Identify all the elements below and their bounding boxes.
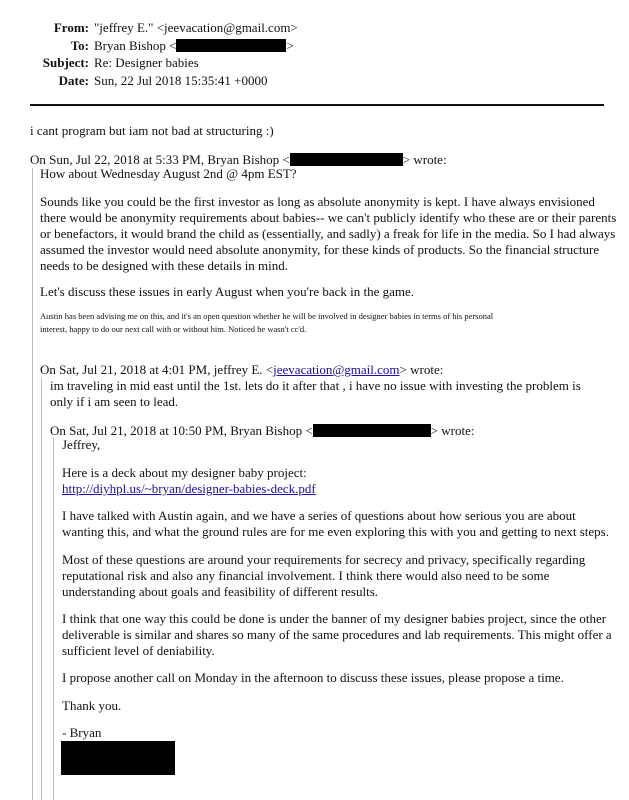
quote3-attribution-suffix: > wrote: — [430, 423, 475, 438]
quote3-thanks: Thank you. — [62, 698, 122, 713]
deck-link[interactable]: http://diyhpl.us/~bryan/designer-babies-deck.pdf — [62, 481, 316, 496]
paragraph-line: assumed the investor would need absolute anonymity, for these kinds of products. So the financial structure — [40, 242, 600, 257]
signature-redaction-box — [61, 741, 175, 775]
redaction-box — [313, 424, 431, 437]
quote1-attribution-suffix: > wrote: — [402, 152, 447, 167]
paragraph-line: there would be anonymity requirements about babies-- we can't publicly identify who these are or their parents — [40, 210, 617, 225]
from-row — [0, 20, 629, 35]
email-header — [0, 20, 629, 90]
date-row — [0, 73, 629, 88]
subject-label: Subject: — [42, 55, 89, 70]
quote3-para-banner-line2: deliverable is similar and shares so many of the same procedures and lab requirements. This might offer a — [62, 627, 612, 642]
from-label: From: — [53, 20, 89, 35]
quote1-paragraph2: Let's discuss these issues in early August when you're back in the game. — [40, 284, 415, 299]
quote3-para-call: I propose another call on Monday in the afternoon to discuss these issues, please propose a time. — [62, 670, 564, 685]
quote2-line1: im traveling in mid east until the 1st. lets do it after that , i have no issue with investing the problem is — [50, 378, 581, 393]
to-label: To: — [70, 38, 89, 53]
to-row — [0, 38, 629, 53]
date-value: Sun, 22 Jul 2018 15:35:41 +0000 — [94, 73, 268, 88]
quote3-para-req-line1: Most of these questions are around your requirements for secrecy and privacy, specifically regarding — [62, 552, 586, 567]
quote3-attribution — [50, 423, 474, 439]
subject-row — [0, 55, 629, 70]
reply-text: i cant program but iam not bad at structuring :) — [30, 123, 274, 138]
quote1-attribution-prefix: On Sun, Jul 22, 2018 at 5:33 PM, Bryan Bishop < — [30, 152, 290, 167]
to-value — [94, 38, 294, 53]
date-label: Date: — [58, 73, 89, 88]
paragraph-line: or benefactors, it would brand the child as (essentially, and sadly) a freak for life in the media. So I had always — [40, 226, 616, 241]
header-divider — [30, 104, 604, 106]
from-value: "jeffrey E." <jeevacation@gmail.com> — [94, 20, 298, 35]
quote3-para-banner-line3: sufficient level of deniability. — [62, 643, 215, 658]
quote3-deck-link-row — [62, 481, 316, 497]
quote3-para-banner-line1: I think that one way this could be done is under the banner of my designer babies project, since the other — [62, 611, 607, 626]
quote3-para-req-line2: reputational risk and also any financial involvement. I think there would also need to be some — [62, 568, 550, 583]
quote2-attribution — [40, 362, 443, 378]
quote3-para-req-line3: understanding about goals and feasibility of different results. — [62, 584, 379, 599]
quote3-signature: - Bryan — [62, 725, 102, 740]
quote3-bar — [53, 438, 54, 800]
quote1-bar — [32, 168, 33, 800]
redaction-box — [176, 39, 286, 52]
quote3-deck-intro: Here is a deck about my designer baby project: — [62, 465, 307, 480]
quote2-attribution-prefix: On Sat, Jul 21, 2018 at 4:01 PM, jeffrey E. < — [40, 362, 274, 377]
quote2-line2: only if i am seen to lead. — [50, 394, 179, 409]
quote3-attribution-prefix: On Sat, Jul 21, 2018 at 10:50 PM, Bryan Bishop < — [50, 423, 313, 438]
quote1-line1: How about Wednesday August 2nd @ 4pm EST? — [40, 166, 297, 181]
paragraph-line: needs to be designed with these details in mind. — [40, 258, 289, 273]
to-suffix: > — [286, 38, 294, 53]
quote3-greeting: Jeffrey, — [62, 437, 101, 452]
quote2-email-link[interactable]: jeevacation@gmail.com — [273, 362, 400, 377]
quote1-small-note-line2: interest, happy to do our next call with or without him. Noticed he wasn't cc'd. — [40, 324, 307, 334]
quote3-para-austin-line2: wanting this, and what the ground rules are for me even exploring this with you and getting to next steps. — [62, 524, 609, 539]
quote2-attribution-suffix: > wrote: — [399, 362, 444, 377]
subject-value: Re: Designer babies — [94, 55, 199, 70]
to-name: Bryan Bishop < — [94, 38, 177, 53]
quote1-small-note-line1: Austin has been advising me on this, and it's an open question whether he will be involved in designer babies in terms of his personal — [40, 311, 494, 321]
quote2-bar — [41, 378, 42, 800]
redaction-box — [290, 153, 403, 166]
paragraph-line: Sounds like you could be the first investor as long as absolute anonymity is kept. I have always envisioned — [40, 194, 595, 209]
quote3-para-austin-line1: I have talked with Austin again, and we have a series of questions about how serious you are about — [62, 508, 576, 523]
